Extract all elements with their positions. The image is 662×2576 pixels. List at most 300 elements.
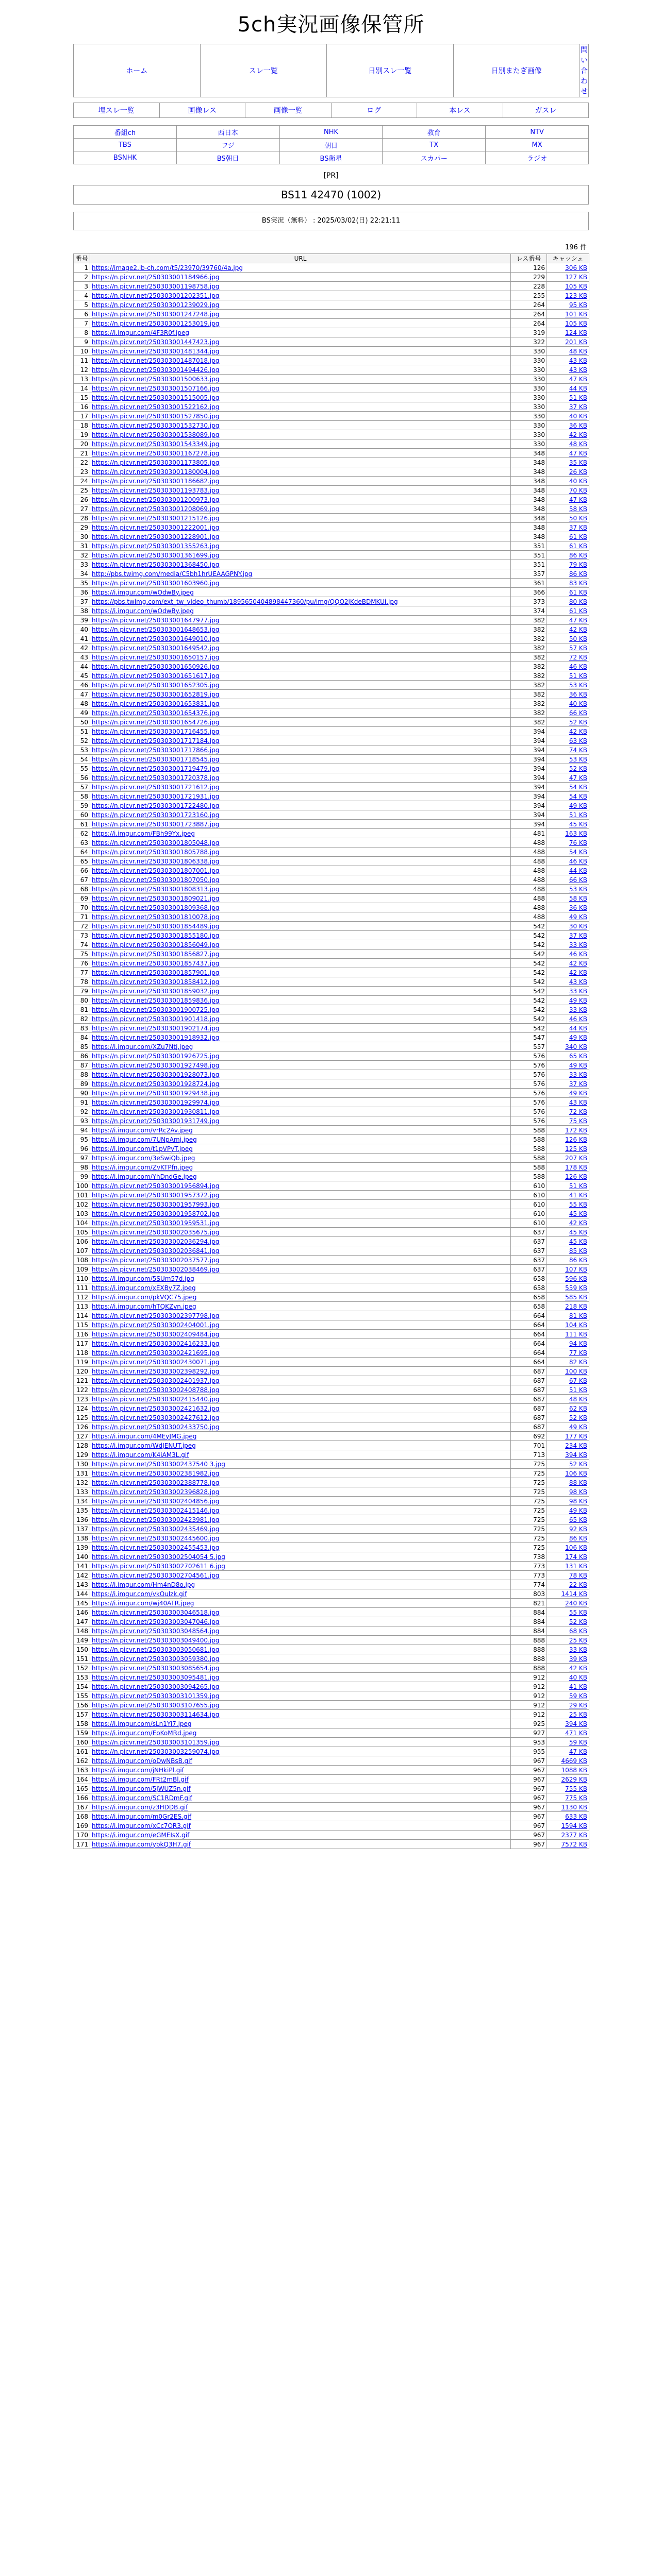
image-url-link[interactable]: https://n.picvr.net/250303002702611 6.jpg [92, 1562, 225, 1570]
cache-link[interactable]: 42 KB [569, 727, 587, 735]
image-url-link[interactable]: https://n.picvr.net/250303001368450.jpg [92, 561, 220, 568]
cache-link[interactable]: 95 KB [569, 301, 587, 309]
cache-link[interactable]: 61 KB [569, 533, 587, 540]
image-url-link[interactable]: https://n.picvr.net/250303003050681.jpg [92, 1646, 220, 1653]
image-url-link[interactable]: https://n.picvr.net/250303003101359.jpg [92, 1692, 220, 1700]
image-url-link[interactable]: https://i.imgur.com/K4iAM3L.gif [92, 1451, 189, 1459]
image-url-link[interactable]: https://i.imgur.com/oDwNBsB.gif [92, 1757, 192, 1765]
cache-link[interactable]: 42 KB [569, 1219, 587, 1227]
image-url-link[interactable]: https://n.picvr.net/250303001930811.jpg [92, 1108, 220, 1115]
image-url-link[interactable]: https://n.picvr.net/250303002433750.jpg [92, 1423, 220, 1431]
cache-link[interactable]: 52 KB [569, 1618, 587, 1625]
channel-link[interactable]: BS朝日 [217, 155, 239, 163]
cache-link[interactable]: 33 KB [569, 1006, 587, 1013]
image-url-link[interactable]: https://i.imgur.com/wj40ATR.jpeg [92, 1599, 194, 1607]
image-url-link[interactable]: https://n.picvr.net/250303001721612.jpg [92, 783, 220, 791]
image-url-link[interactable]: https://n.picvr.net/250303001809021.jpg [92, 894, 220, 902]
nav-link[interactable]: スレ一覧 [249, 67, 278, 75]
image-url-link[interactable]: https://n.picvr.net/250303001859032.jpg [92, 987, 220, 995]
channel-link[interactable]: スカパー [420, 155, 448, 163]
image-url-link[interactable]: https://i.imgur.com/XZu7Ntj.jpeg [92, 1043, 193, 1050]
image-url-link[interactable]: https://n.picvr.net/250303001193783.jpg [92, 486, 220, 494]
image-url-link[interactable]: https://i.imgur.com/ybkQ3H7.gif [92, 1840, 191, 1848]
subnav-link[interactable]: 画像一覧 [273, 107, 303, 115]
image-url-link[interactable]: https://n.picvr.net/250303002381982.jpg [92, 1469, 220, 1477]
image-url-link[interactable]: https://n.picvr.net/250303001959531.jpg [92, 1219, 220, 1227]
image-url-link[interactable]: https://n.picvr.net/250303003094265.jpg [92, 1683, 220, 1690]
cache-link[interactable]: 201 KB [565, 338, 587, 346]
cache-link[interactable]: 67 KB [569, 1377, 587, 1384]
cache-link[interactable]: 775 KB [565, 1794, 587, 1802]
cache-link[interactable]: 49 KB [569, 802, 587, 809]
image-url-link[interactable]: https://n.picvr.net/250303001654376.jpg [92, 709, 220, 717]
image-url-link[interactable]: https://i.imgur.com/vkQulzk.gif [92, 1590, 187, 1598]
image-url-link[interactable]: https://n.picvr.net/250303002423981.jpg [92, 1516, 220, 1523]
cache-link[interactable]: 47 KB [569, 449, 587, 457]
cache-link[interactable]: 57 KB [569, 644, 587, 652]
image-url-link[interactable]: https://n.picvr.net/250303001926725.jpg [92, 1052, 220, 1060]
nav-link[interactable]: 日別またぎ画像 [491, 67, 542, 75]
cache-link[interactable]: 100 KB [565, 1367, 587, 1375]
channel-link[interactable]: BSNHK [113, 154, 137, 162]
cache-link[interactable]: 42 KB [569, 625, 587, 633]
image-url-link[interactable]: https://n.picvr.net/250303001808313.jpg [92, 885, 220, 893]
nav-link[interactable]: ホーム [126, 67, 148, 75]
cache-link[interactable]: 47 KB [569, 375, 587, 383]
cache-link[interactable]: 43 KB [569, 978, 587, 986]
image-url-link[interactable]: https://n.picvr.net/250303003049400.jpg [92, 1636, 220, 1644]
cache-link[interactable]: 54 KB [569, 848, 587, 856]
image-url-link[interactable]: https://n.picvr.net/250303001355263.jpg [92, 542, 220, 550]
image-url-link[interactable]: https://n.picvr.net/250303001500633.jpg [92, 375, 220, 383]
cache-link[interactable]: 306 KB [565, 264, 587, 272]
image-url-link[interactable]: https://n.picvr.net/250303001202351.jpg [92, 292, 220, 299]
cache-link[interactable]: 48 KB [569, 347, 587, 355]
cache-link[interactable]: 48 KB [569, 1395, 587, 1403]
image-url-link[interactable]: https://n.picvr.net/250303002437540 3.jpg [92, 1460, 225, 1468]
image-url-link[interactable]: https://n.picvr.net/250303001854489.jpg [92, 922, 220, 930]
image-url-link[interactable]: https://n.picvr.net/250303001522162.jpg [92, 403, 220, 411]
image-url-link[interactable]: https://n.picvr.net/250303002388778.jpg [92, 1479, 220, 1486]
image-url-link[interactable]: https://i.imgur.com/SC1RDmF.gif [92, 1794, 192, 1802]
cache-link[interactable]: 65 KB [569, 1516, 587, 1523]
image-url-link[interactable]: https://n.picvr.net/250303001481344.jpg [92, 347, 220, 355]
nav-link[interactable]: 問い合わせ [581, 46, 588, 96]
cache-link[interactable]: 633 KB [565, 1812, 587, 1820]
image-url-link[interactable]: https://n.picvr.net/250303001494426.jpg [92, 366, 220, 374]
image-url-link[interactable]: https://n.picvr.net/250303002035675.jpg [92, 1228, 220, 1236]
image-url-link[interactable]: https://n.picvr.net/250303001538089.jpg [92, 431, 220, 438]
cache-link[interactable]: 1414 KB [561, 1590, 587, 1598]
image-url-link[interactable]: https://i.imgur.com/xEXBy7Z.jpeg [92, 1284, 196, 1292]
image-url-link[interactable]: https://i.imgur.com/7UNpAmj.jpeg [92, 1136, 197, 1143]
image-url-link[interactable]: https://n.picvr.net/250303001718545.jpg [92, 755, 220, 763]
cache-link[interactable]: 52 KB [569, 765, 587, 772]
image-url-link[interactable]: https://i.imgur.com/5jWUZ5n.gif [92, 1785, 191, 1792]
cache-link[interactable]: 45 KB [569, 1238, 587, 1245]
cache-link[interactable]: 207 KB [565, 1154, 587, 1162]
cache-link[interactable]: 124 KB [565, 329, 587, 336]
image-url-link[interactable]: https://n.picvr.net/250303001649010.jpg [92, 635, 220, 642]
image-url-link[interactable]: https://n.picvr.net/250303001717866.jpg [92, 746, 220, 754]
board-name[interactable]: BS実況（無料） [261, 217, 311, 225]
cache-link[interactable]: 92 KB [569, 1525, 587, 1533]
cache-link[interactable]: 30 KB [569, 922, 587, 930]
image-url-link[interactable]: https://i.imgur.com/eGMEIsX.gif [92, 1831, 190, 1839]
cache-link[interactable]: 42 KB [569, 1664, 587, 1672]
image-url-link[interactable]: https://n.picvr.net/250303001180004.jpg [92, 468, 220, 476]
image-url-link[interactable]: https://n.picvr.net/250303002404001.jpg [92, 1321, 220, 1329]
image-url-link[interactable]: https://n.picvr.net/250303001239029.jpg [92, 301, 220, 309]
cache-link[interactable]: 178 KB [565, 1163, 587, 1171]
image-url-link[interactable]: https://n.picvr.net/250303001167278.jpg [92, 449, 220, 457]
image-url-link[interactable]: https://n.picvr.net/250303003047046.jpg [92, 1618, 220, 1625]
image-url-link[interactable]: https://n.picvr.net/250303001716455.jpg [92, 727, 220, 735]
image-url-link[interactable]: https://n.picvr.net/250303001651617.jpg [92, 672, 220, 680]
channel-link[interactable]: TBS [118, 141, 131, 149]
image-url-link[interactable]: https://pbs.twimg.com/ext_tw_video_thumb/1895650404898447360/pu/img/QQO2jKdeBDMKUi.jpg [92, 598, 398, 605]
image-url-link[interactable]: https://n.picvr.net/250303002421695.jpg [92, 1349, 220, 1357]
cache-link[interactable]: 40 KB [569, 700, 587, 707]
cache-link[interactable]: 54 KB [569, 792, 587, 800]
cache-link[interactable]: 26 KB [569, 468, 587, 476]
cache-link[interactable]: 40 KB [569, 1673, 587, 1681]
image-url-link[interactable]: https://n.picvr.net/250303001543349.jpg [92, 440, 220, 448]
channel-link[interactable]: 番組ch [114, 129, 136, 137]
image-url-link[interactable]: https://n.picvr.net/250303001859836.jpg [92, 996, 220, 1004]
cache-link[interactable]: 559 KB [565, 1284, 587, 1292]
image-url-link[interactable]: https://n.picvr.net/250303001648653.jpg [92, 625, 220, 633]
image-url-link[interactable]: https://i.imgur.com/Hm4nD8o.jpg [92, 1581, 195, 1588]
cache-link[interactable]: 47 KB [569, 774, 587, 782]
image-url-link[interactable]: http://pbs.twimg.com/media/C5bh1hrUEAAGPNY.jpg [92, 570, 253, 578]
image-url-link[interactable]: https://i.imgur.com/pkVQC75.jpeg [92, 1293, 197, 1301]
image-url-link[interactable]: https://n.picvr.net/250303001958702.jpg [92, 1210, 220, 1217]
image-url-link[interactable]: https://n.picvr.net/250303002396828.jpg [92, 1488, 220, 1496]
cache-link[interactable]: 59 KB [569, 1738, 587, 1746]
image-url-link[interactable]: https://n.picvr.net/250303003048564.jpg [92, 1627, 220, 1635]
cache-link[interactable]: 63 KB [569, 737, 587, 744]
image-url-link[interactable]: https://i.imgur.com/vrRc2Av.jpeg [92, 1126, 193, 1134]
cache-link[interactable]: 51 KB [569, 672, 587, 680]
image-url-link[interactable]: https://n.picvr.net/250303001507166.jpg [92, 384, 220, 392]
image-url-link[interactable]: https://n.picvr.net/250303001805048.jpg [92, 839, 220, 846]
channel-link[interactable]: NTV [530, 128, 544, 136]
cache-link[interactable]: 111 KB [565, 1330, 587, 1338]
image-url-link[interactable]: https://n.picvr.net/250303001186682.jpg [92, 477, 220, 485]
image-url-link[interactable]: https://n.picvr.net/250303002036841.jpg [92, 1247, 220, 1255]
image-url-link[interactable]: https://n.picvr.net/250303001603960.jpg [92, 579, 220, 587]
image-url-link[interactable]: https://i.imgur.com/t1pVPyT.jpeg [92, 1145, 193, 1153]
image-url-link[interactable]: https://n.picvr.net/250303002421632.jpg [92, 1404, 220, 1412]
cache-link[interactable]: 40 KB [569, 412, 587, 420]
cache-link[interactable]: 80 KB [569, 598, 587, 605]
cache-link[interactable]: 49 KB [569, 1506, 587, 1514]
cache-link[interactable]: 37 KB [569, 931, 587, 939]
cache-link[interactable]: 79 KB [569, 561, 587, 568]
channel-link[interactable]: 西日本 [218, 129, 238, 137]
cache-link[interactable]: 172 KB [565, 1126, 587, 1134]
image-url-link[interactable]: https://n.picvr.net/250303001721931.jpg [92, 792, 220, 800]
cache-link[interactable]: 394 KB [565, 1451, 587, 1459]
cache-link[interactable]: 54 KB [569, 783, 587, 791]
image-url-link[interactable]: https://i.imgur.com/4F3R0f.jpeg [92, 329, 189, 336]
cache-link[interactable]: 86 KB [569, 551, 587, 559]
image-url-link[interactable]: https://n.picvr.net/250303001855180.jpg [92, 931, 220, 939]
cache-link[interactable]: 82 KB [569, 1358, 587, 1366]
cache-link[interactable]: 42 KB [569, 969, 587, 976]
cache-link[interactable]: 46 KB [569, 857, 587, 865]
cache-link[interactable]: 1130 KB [561, 1803, 587, 1811]
image-url-link[interactable]: https://n.picvr.net/250303001807001.jpg [92, 867, 220, 874]
cache-link[interactable]: 4669 KB [561, 1757, 587, 1765]
cache-link[interactable]: 240 KB [565, 1599, 587, 1607]
image-url-link[interactable]: https://n.picvr.net/250303001247248.jpg [92, 310, 220, 318]
image-url-link[interactable]: https://i.imgur.com/FRt2mBl.gif [92, 1775, 189, 1783]
cache-link[interactable]: 126 KB [565, 1136, 587, 1143]
cache-link[interactable]: 37 KB [569, 1080, 587, 1088]
image-url-link[interactable]: https://n.picvr.net/250303002038469.jpg [92, 1265, 220, 1273]
cache-link[interactable]: 50 KB [569, 514, 587, 522]
cache-link[interactable]: 61 KB [569, 607, 587, 615]
cache-link[interactable]: 49 KB [569, 996, 587, 1004]
image-url-link[interactable]: https://n.picvr.net/250303001650157.jpg [92, 653, 220, 661]
cache-link[interactable]: 48 KB [569, 440, 587, 448]
cache-link[interactable]: 52 KB [569, 718, 587, 726]
cache-link[interactable]: 105 KB [565, 319, 587, 327]
image-url-link[interactable]: https://n.picvr.net/250303001857437.jpg [92, 959, 220, 967]
cache-link[interactable]: 42 KB [569, 959, 587, 967]
cache-link[interactable]: 41 KB [569, 1191, 587, 1199]
cache-link[interactable]: 59 KB [569, 1692, 587, 1700]
cache-link[interactable]: 58 KB [569, 894, 587, 902]
cache-link[interactable]: 70 KB [569, 486, 587, 494]
image-url-link[interactable]: https://n.picvr.net/250303002401937.jpg [92, 1377, 220, 1384]
image-url-link[interactable]: https://n.picvr.net/250303001532730.jpg [92, 421, 220, 429]
cache-link[interactable]: 36 KB [569, 904, 587, 911]
image-url-link[interactable]: https://n.picvr.net/250303002704561.jpg [92, 1571, 220, 1579]
cache-link[interactable]: 61 KB [569, 542, 587, 550]
cache-link[interactable]: 98 KB [569, 1488, 587, 1496]
image-url-link[interactable]: https://i.imgur.com/YhDndGe.jpeg [92, 1173, 197, 1180]
cache-link[interactable]: 44 KB [569, 867, 587, 874]
cache-link[interactable]: 105 KB [565, 282, 587, 290]
cache-link[interactable]: 39 KB [569, 1655, 587, 1663]
cache-link[interactable]: 33 KB [569, 1646, 587, 1653]
channel-link[interactable]: ラジオ [527, 155, 548, 163]
cache-link[interactable]: 86 KB [569, 570, 587, 578]
cache-link[interactable]: 394 KB [565, 1720, 587, 1727]
cache-link[interactable]: 53 KB [569, 885, 587, 893]
image-url-link[interactable]: https://n.picvr.net/250303002404856.jpg [92, 1497, 220, 1505]
image-url-link[interactable]: https://n.picvr.net/250303001809368.jpg [92, 904, 220, 911]
cache-link[interactable]: 22 KB [569, 1581, 587, 1588]
cache-link[interactable]: 86 KB [569, 1534, 587, 1542]
image-url-link[interactable]: https://n.picvr.net/250303001253019.jpg [92, 319, 220, 327]
cache-link[interactable]: 46 KB [569, 1015, 587, 1023]
subnav-link[interactable]: 画像レス [188, 107, 217, 115]
image-url-link[interactable]: https://n.picvr.net/250303003059380.jpg [92, 1655, 220, 1663]
image-url-link[interactable]: https://n.picvr.net/250303001650926.jpg [92, 663, 220, 670]
cache-link[interactable]: 43 KB [569, 366, 587, 374]
cache-link[interactable]: 61 KB [569, 588, 587, 596]
cache-link[interactable]: 58 KB [569, 505, 587, 513]
image-url-link[interactable]: https://i.imgur.com/EoKoMRd.jpeg [92, 1729, 197, 1737]
image-url-link[interactable]: https://i.imgur.com/xCc7OR3.gif [92, 1822, 191, 1829]
image-url-link[interactable]: https://n.picvr.net/250303001956894.jpg [92, 1182, 220, 1190]
site-title[interactable]: 5ch実況画像保管所 [237, 13, 425, 37]
image-url-link[interactable]: https://n.picvr.net/250303001361699.jpg [92, 551, 220, 559]
image-url-link[interactable]: https://i.imgur.com/z3HDDB.gif [92, 1803, 188, 1811]
image-url-link[interactable]: https://n.picvr.net/250303001928724.jpg [92, 1080, 220, 1088]
image-url-link[interactable]: https://n.picvr.net/250303001487018.jpg [92, 357, 220, 364]
image-url-link[interactable]: https://n.picvr.net/250303002037577.jpg [92, 1256, 220, 1264]
cache-link[interactable]: 72 KB [569, 653, 587, 661]
cache-link[interactable]: 78 KB [569, 1571, 587, 1579]
channel-link[interactable]: NHK [323, 128, 338, 136]
image-url-link[interactable]: https://n.picvr.net/250303001900725.jpg [92, 1006, 220, 1013]
cache-link[interactable]: 36 KB [569, 421, 587, 429]
cache-link[interactable]: 51 KB [569, 811, 587, 819]
cache-link[interactable]: 33 KB [569, 1071, 587, 1078]
cache-link[interactable]: 76 KB [569, 839, 587, 846]
channel-link[interactable]: 朝日 [324, 142, 338, 150]
image-url-link[interactable]: https://n.picvr.net/250303001652305.jpg [92, 681, 220, 689]
cache-link[interactable]: 77 KB [569, 1349, 587, 1357]
image-url-link[interactable]: https://n.picvr.net/250303003114634.jpg [92, 1710, 220, 1718]
image-url-link[interactable]: https://n.picvr.net/250303002398292.jpg [92, 1367, 220, 1375]
cache-link[interactable]: 1088 KB [561, 1766, 587, 1774]
cache-link[interactable]: 42 KB [569, 431, 587, 438]
image-url-link[interactable]: https://n.picvr.net/250303001927498.jpg [92, 1061, 220, 1069]
image-url-link[interactable]: https://n.picvr.net/250303001858412.jpg [92, 978, 220, 986]
image-url-link[interactable]: https://n.picvr.net/250303003101359.jpg [92, 1738, 220, 1746]
subnav-link[interactable]: ガスレ [535, 107, 557, 115]
image-url-link[interactable]: https://n.picvr.net/250303001515005.jpg [92, 394, 220, 401]
cache-link[interactable]: 50 KB [569, 635, 587, 642]
image-url-link[interactable]: https://n.picvr.net/250303003085654.jpg [92, 1664, 220, 1672]
cache-link[interactable]: 44 KB [569, 1024, 587, 1032]
cache-link[interactable]: 72 KB [569, 1108, 587, 1115]
cache-link[interactable]: 596 KB [565, 1275, 587, 1282]
cache-link[interactable]: 49 KB [569, 1423, 587, 1431]
cache-link[interactable]: 125 KB [565, 1145, 587, 1153]
cache-link[interactable]: 47 KB [569, 496, 587, 503]
image-url-link[interactable]: https://n.picvr.net/250303001649542.jpg [92, 644, 220, 652]
image-url-link[interactable]: https://n.picvr.net/250303002415146.jpg [92, 1506, 220, 1514]
image-url-link[interactable]: https://n.picvr.net/250303001208069.jpg [92, 505, 220, 513]
image-url-link[interactable]: https://n.picvr.net/250303001653831.jpg [92, 700, 220, 707]
subnav-link[interactable]: 本レス [449, 107, 471, 115]
image-url-link[interactable]: https://n.picvr.net/250303001856049.jpg [92, 941, 220, 948]
cache-link[interactable]: 40 KB [569, 477, 587, 485]
cache-link[interactable]: 126 KB [565, 1173, 587, 1180]
image-url-link[interactable]: https://n.picvr.net/250303001918932.jpg [92, 1033, 220, 1041]
channel-link[interactable]: MX [532, 141, 542, 149]
image-url-link[interactable]: https://n.picvr.net/250303003259074.jpg [92, 1748, 220, 1755]
cache-link[interactable]: 2377 KB [561, 1831, 587, 1839]
image-url-link[interactable]: https://i.imgur.com/FBh99Yx.jpeg [92, 829, 195, 837]
image-url-link[interactable]: https://n.picvr.net/250303001901418.jpg [92, 1015, 220, 1023]
cache-link[interactable]: 44 KB [569, 384, 587, 392]
image-url-link[interactable]: https://n.picvr.net/250303001447423.jpg [92, 338, 220, 346]
image-url-link[interactable]: https://n.picvr.net/250303003046518.jpg [92, 1608, 220, 1616]
image-url-link[interactable]: https://n.picvr.net/250303001929438.jpg [92, 1089, 220, 1097]
image-url-link[interactable]: https://n.picvr.net/250303001856827.jpg [92, 950, 220, 958]
cache-link[interactable]: 755 KB [565, 1785, 587, 1792]
image-url-link[interactable]: https://i.imgur.com/4MEyJMG.jpeg [92, 1432, 197, 1440]
image-url-link[interactable]: https://n.picvr.net/250303001228901.jpg [92, 533, 220, 540]
image-url-link[interactable]: https://i.imgur.com/hTQKZvn.jpeg [92, 1302, 196, 1310]
image-url-link[interactable]: https://n.picvr.net/250303001527850.jpg [92, 412, 220, 420]
cache-link[interactable]: 123 KB [565, 292, 587, 299]
cache-link[interactable]: 46 KB [569, 950, 587, 958]
image-url-link[interactable]: https://n.picvr.net/250303001929974.jpg [92, 1098, 220, 1106]
cache-link[interactable]: 174 KB [565, 1553, 587, 1561]
cache-link[interactable]: 177 KB [565, 1432, 587, 1440]
cache-link[interactable]: 7572 KB [561, 1840, 587, 1848]
image-url-link[interactable]: https://i.imgur.com/ZvKTPfn.jpeg [92, 1163, 193, 1171]
cache-link[interactable]: 85 KB [569, 1247, 587, 1255]
cache-link[interactable]: 62 KB [569, 1404, 587, 1412]
cache-link[interactable]: 52 KB [569, 1414, 587, 1421]
cache-link[interactable]: 53 KB [569, 681, 587, 689]
cache-link[interactable]: 49 KB [569, 1089, 587, 1097]
cache-link[interactable]: 163 KB [565, 829, 587, 837]
image-url-link[interactable]: https://n.picvr.net/250303001647977.jpg [92, 616, 220, 624]
cache-link[interactable]: 47 KB [569, 616, 587, 624]
image-url-link[interactable]: https://n.picvr.net/250303001719479.jpg [92, 765, 220, 772]
nav-link[interactable]: 日別スレ一覧 [368, 67, 412, 75]
image-url-link[interactable]: https://n.picvr.net/250303001723887.jpg [92, 820, 220, 828]
channel-link[interactable]: フジ [221, 142, 235, 150]
image-url-link[interactable]: https://n.picvr.net/250303001810078.jpg [92, 913, 220, 921]
cache-link[interactable]: 88 KB [569, 1479, 587, 1486]
cache-link[interactable]: 81 KB [569, 1312, 587, 1319]
image-url-link[interactable]: https://n.picvr.net/250303001654726.jpg [92, 718, 220, 726]
cache-link[interactable]: 98 KB [569, 1497, 587, 1505]
cache-link[interactable]: 45 KB [569, 1228, 587, 1236]
image-url-link[interactable]: https://i.imgur.com/WdJENUT.jpeg [92, 1442, 196, 1449]
cache-link[interactable]: 51 KB [569, 1386, 587, 1394]
image-url-link[interactable]: https://n.picvr.net/250303001902174.jpg [92, 1024, 220, 1032]
image-url-link[interactable]: https://n.picvr.net/250303003107655.jpg [92, 1701, 220, 1709]
image-url-link[interactable]: https://i.imgur.com/5SUm57d.jpg [92, 1275, 194, 1282]
image-url-link[interactable]: https://n.picvr.net/250303001722480.jpg [92, 802, 220, 809]
image-url-link[interactable]: https://n.picvr.net/250303002427612.jpg [92, 1414, 220, 1421]
cache-link[interactable]: 131 KB [565, 1562, 587, 1570]
image-url-link[interactable]: https://n.picvr.net/250303001931749.jpg [92, 1117, 220, 1125]
image-url-link[interactable]: https://i.imgur.com/wOdwBy.jpeg [92, 607, 194, 615]
image-url-link[interactable]: https://n.picvr.net/250303001928073.jpg [92, 1071, 220, 1078]
subnav-link[interactable]: ログ [367, 107, 382, 115]
cache-link[interactable]: 86 KB [569, 1256, 587, 1264]
image-url-link[interactable]: https://i.imgur.com/wOdwBy.jpeg [92, 588, 194, 596]
image-url-link[interactable]: https://image2.ib-ch.com/t5/23970/39760/4a.jpg [92, 264, 243, 272]
cache-link[interactable]: 585 KB [565, 1293, 587, 1301]
cache-link[interactable]: 106 KB [565, 1544, 587, 1551]
cache-link[interactable]: 234 KB [565, 1442, 587, 1449]
channel-link[interactable]: TX [429, 141, 439, 149]
cache-link[interactable]: 45 KB [569, 820, 587, 828]
image-url-link[interactable]: https://i.imgur.com/m0Gr2ES.gif [92, 1812, 192, 1820]
cache-link[interactable]: 36 KB [569, 690, 587, 698]
image-url-link[interactable]: https://n.picvr.net/250303001957372.jpg [92, 1191, 220, 1199]
image-url-link[interactable]: https://n.picvr.net/250303002036294.jpg [92, 1238, 220, 1245]
cache-link[interactable]: 65 KB [569, 1052, 587, 1060]
cache-link[interactable]: 51 KB [569, 1182, 587, 1190]
image-url-link[interactable]: https://n.picvr.net/250303001222001.jpg [92, 523, 220, 531]
